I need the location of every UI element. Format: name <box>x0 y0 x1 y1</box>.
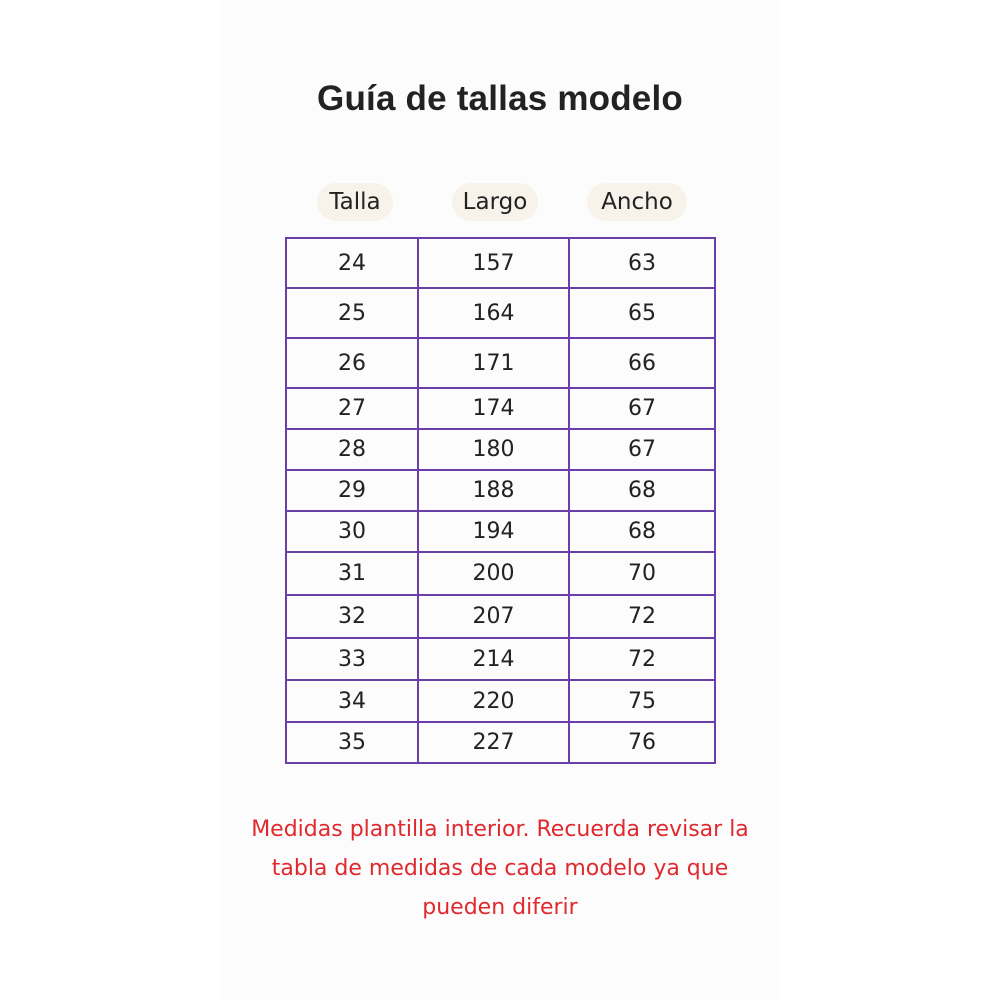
table-row <box>286 552 715 595</box>
cell-ancho: 66 <box>569 338 715 388</box>
cell-largo: 171 <box>418 338 569 388</box>
cell-talla: 31 <box>286 552 418 595</box>
table-row <box>286 680 715 722</box>
cell-ancho: 72 <box>569 595 715 638</box>
size-table <box>285 237 716 764</box>
cell-talla: 24 <box>286 238 418 288</box>
table-row <box>286 470 715 511</box>
cell-talla: 35 <box>286 722 418 763</box>
note-line: tabla de medidas de cada modelo ya que <box>271 856 729 881</box>
table-row <box>286 238 715 288</box>
column-header-talla: Talla <box>317 183 393 221</box>
cell-talla: 30 <box>286 511 418 552</box>
table-row <box>286 722 715 763</box>
cell-ancho: 76 <box>569 722 715 763</box>
table-row <box>286 511 715 552</box>
cell-talla: 28 <box>286 429 418 470</box>
table-row <box>286 429 715 470</box>
cell-largo: 157 <box>418 238 569 288</box>
cell-ancho: 67 <box>569 429 715 470</box>
cell-largo: 180 <box>418 429 569 470</box>
note-line: pueden diferir <box>422 895 578 920</box>
cell-largo: 188 <box>418 470 569 511</box>
cell-largo: 200 <box>418 552 569 595</box>
cell-talla: 26 <box>286 338 418 388</box>
cell-ancho: 68 <box>569 511 715 552</box>
cell-largo: 194 <box>418 511 569 552</box>
cell-talla: 29 <box>286 470 418 511</box>
cell-ancho: 65 <box>569 288 715 338</box>
cell-talla: 33 <box>286 638 418 680</box>
cell-largo: 164 <box>418 288 569 338</box>
cell-largo: 227 <box>418 722 569 763</box>
cell-ancho: 68 <box>569 470 715 511</box>
cell-largo: 174 <box>418 388 569 429</box>
note-line: Medidas plantilla interior. Recuerda revisar la <box>251 817 749 842</box>
cell-ancho: 75 <box>569 680 715 722</box>
cell-ancho: 72 <box>569 638 715 680</box>
disclaimer-note <box>0 810 1000 927</box>
cell-ancho: 70 <box>569 552 715 595</box>
cell-largo: 207 <box>418 595 569 638</box>
cell-largo: 214 <box>418 638 569 680</box>
table-row <box>286 338 715 388</box>
cell-largo: 220 <box>418 680 569 722</box>
table-row <box>286 388 715 429</box>
cell-talla: 32 <box>286 595 418 638</box>
column-header-ancho: Ancho <box>587 183 687 221</box>
table-row <box>286 595 715 638</box>
table-row <box>286 638 715 680</box>
column-header-largo: Largo <box>452 183 538 221</box>
cell-talla: 27 <box>286 388 418 429</box>
cell-ancho: 63 <box>569 238 715 288</box>
page-title: Guía de tallas modelo <box>317 79 683 119</box>
cell-ancho: 67 <box>569 388 715 429</box>
cell-talla: 34 <box>286 680 418 722</box>
cell-talla: 25 <box>286 288 418 338</box>
table-row <box>286 288 715 338</box>
